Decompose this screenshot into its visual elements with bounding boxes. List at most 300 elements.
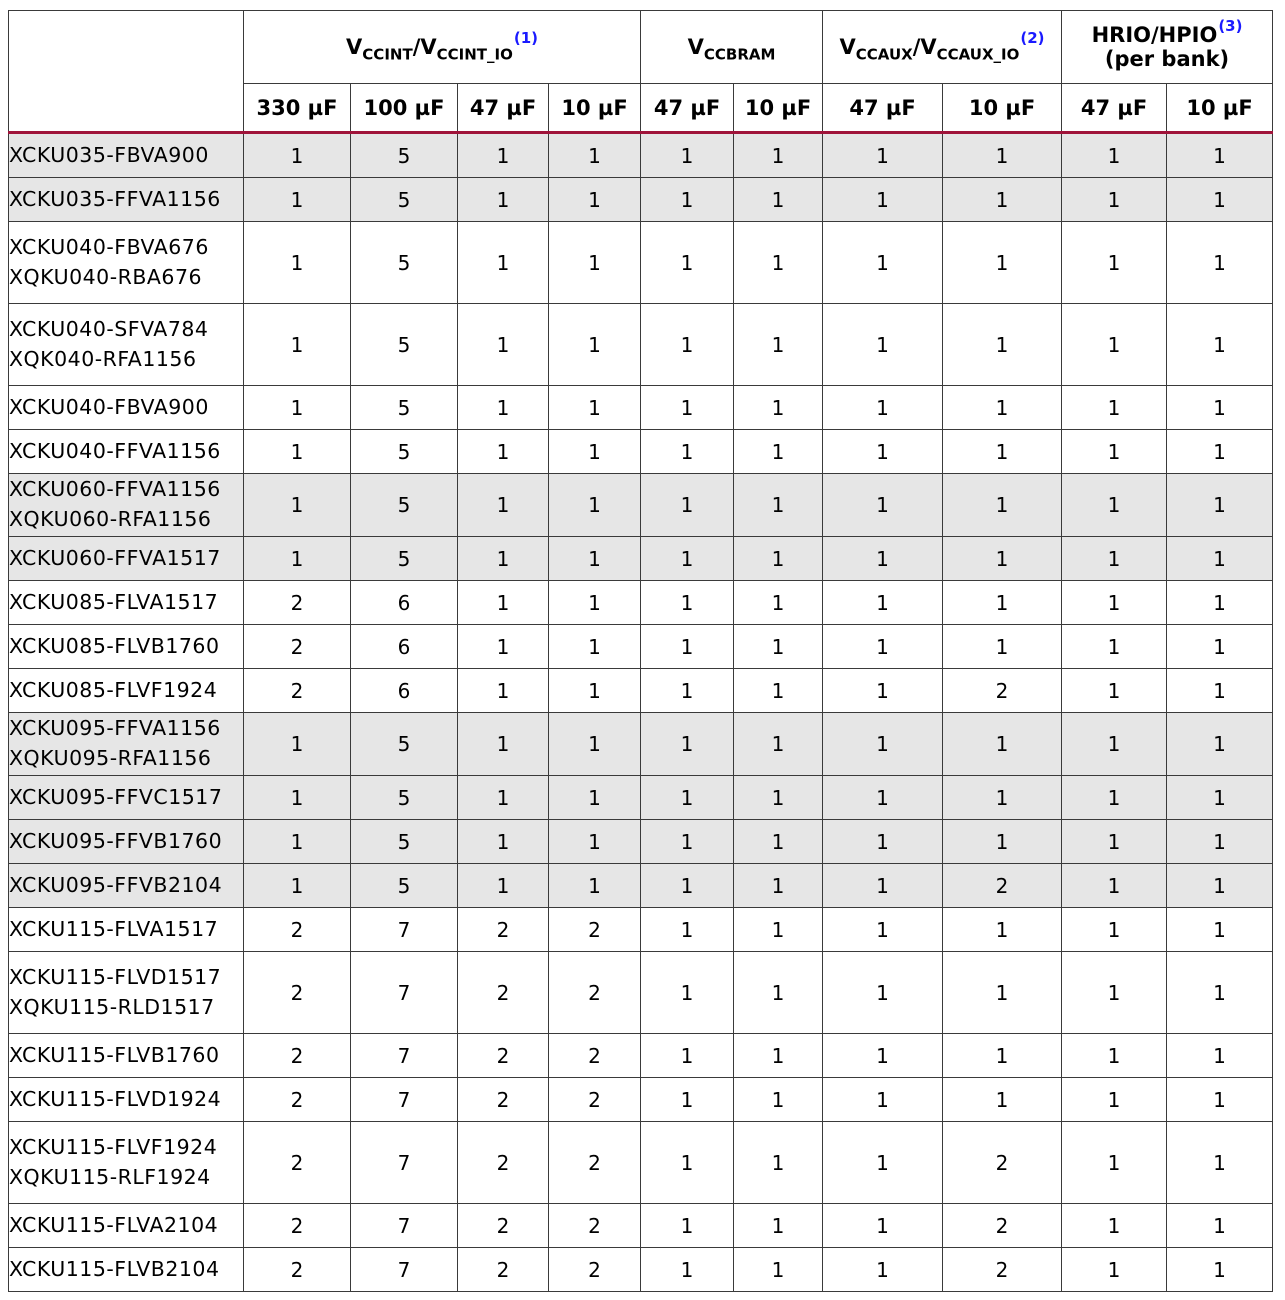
capacitor-count-cell: 2 [943, 1248, 1062, 1292]
capacitor-count-cell: 1 [1062, 304, 1167, 386]
capacitor-count-cell: 2 [549, 1122, 641, 1204]
subcol-header: 10 µF [549, 84, 641, 133]
device-name: XCKU060-FFVA1156 [9, 477, 221, 502]
device-name: XQKU115-RLD1517 [9, 994, 215, 1019]
capacitor-count-cell: 1 [1167, 952, 1273, 1034]
device-name: XCKU095-FFVB2104 [9, 872, 223, 897]
table-row [9, 133, 1273, 178]
capacitor-count-cell: 2 [244, 908, 351, 952]
device-cell [9, 952, 244, 1034]
table-row [9, 581, 1273, 625]
capacitor-count-cell: 1 [823, 908, 943, 952]
device-name: XCKU040-FBVA900 [9, 394, 209, 419]
capacitor-count-cell: 1 [1167, 1248, 1273, 1292]
footnote-ref-1[interactable]: (1) [513, 28, 538, 47]
capacitor-count-cell: 1 [641, 386, 734, 430]
capacitor-count-cell: 1 [943, 908, 1062, 952]
capacitor-count-cell: 1 [244, 304, 351, 386]
device-name: XCKU115-FLVA2104 [9, 1212, 219, 1237]
device-cell [9, 669, 244, 713]
footnote-ref-2[interactable]: (2) [1020, 28, 1045, 47]
capacitor-count-cell: 1 [943, 304, 1062, 386]
capacitor-count-cell: 1 [734, 1122, 823, 1204]
capacitor-count-cell: 2 [549, 1248, 641, 1292]
capacitor-count-cell: 2 [943, 864, 1062, 908]
capacitor-count-cell: 1 [1167, 713, 1273, 776]
capacitor-count-cell: 1 [244, 474, 351, 537]
capacitor-count-cell: 2 [549, 1078, 641, 1122]
capacitor-count-cell: 1 [458, 304, 549, 386]
capacitor-count-cell: 5 [351, 776, 458, 820]
capacitor-count-cell: 1 [1062, 908, 1167, 952]
capacitor-count-cell: 5 [351, 386, 458, 430]
capacitor-count-cell: 1 [734, 581, 823, 625]
table-row [9, 178, 1273, 222]
capacitor-count-cell: 1 [641, 864, 734, 908]
capacitor-count-cell: 1 [1167, 1078, 1273, 1122]
device-name: XCKU115-FLVF1924 [9, 1134, 218, 1159]
table-row [9, 1122, 1273, 1204]
capacitor-count-cell: 1 [943, 386, 1062, 430]
table-row [9, 430, 1273, 474]
capacitor-count-cell: 1 [244, 386, 351, 430]
capacitor-count-cell: 1 [1167, 178, 1273, 222]
capacitor-count-cell: 1 [823, 537, 943, 581]
capacitor-count-cell: 1 [1062, 1078, 1167, 1122]
capacitor-count-cell: 1 [734, 908, 823, 952]
capacitor-count-cell: 1 [943, 537, 1062, 581]
capacitor-count-cell: 1 [641, 1078, 734, 1122]
capacitor-count-cell: 1 [823, 864, 943, 908]
capacitor-count-cell: 6 [351, 625, 458, 669]
device-cell [9, 908, 244, 952]
table-row [9, 304, 1273, 386]
device-name: XCKU040-SFVA784 [9, 316, 209, 341]
device-cell [9, 304, 244, 386]
device-cell [9, 1034, 244, 1078]
subcol-header: 47 µF [823, 84, 943, 133]
capacitor-count-cell: 2 [244, 1034, 351, 1078]
capacitor-count-cell: 5 [351, 133, 458, 178]
capacitor-count-cell: 1 [458, 820, 549, 864]
device-cell [9, 864, 244, 908]
subcol-header: 10 µF [734, 84, 823, 133]
capacitor-count-cell: 1 [734, 1248, 823, 1292]
capacitor-count-cell: 1 [641, 474, 734, 537]
capacitor-count-cell: 2 [244, 1122, 351, 1204]
capacitor-count-cell: 1 [549, 669, 641, 713]
table-row [9, 1204, 1273, 1248]
capacitor-count-cell: 1 [1062, 1122, 1167, 1204]
capacitor-count-cell: 1 [734, 776, 823, 820]
capacitor-count-cell: 1 [549, 386, 641, 430]
capacitor-count-cell: 1 [244, 430, 351, 474]
device-name: XQKU095-RFA1156 [9, 746, 212, 770]
capacitor-count-cell: 1 [641, 908, 734, 952]
table-row [9, 474, 1273, 537]
capacitor-count-cell: 1 [943, 222, 1062, 304]
capacitor-count-cell: 1 [244, 537, 351, 581]
device-cell [9, 178, 244, 222]
device-cell [9, 713, 244, 776]
capacitor-count-cell: 1 [1062, 537, 1167, 581]
capacitor-count-cell: 1 [1167, 820, 1273, 864]
capacitor-count-cell: 1 [943, 474, 1062, 537]
capacitor-count-cell: 2 [549, 908, 641, 952]
device-cell [9, 1122, 244, 1204]
capacitor-count-cell: 2 [244, 1078, 351, 1122]
subcol-header: 47 µF [641, 84, 734, 133]
capacitor-count-cell: 1 [244, 133, 351, 178]
capacitor-count-cell: 1 [549, 537, 641, 581]
device-name: XCKU095-FFVB1760 [9, 828, 223, 853]
capacitor-count-cell: 2 [458, 1078, 549, 1122]
capacitor-count-cell: 1 [1167, 537, 1273, 581]
capacitor-count-cell: 1 [641, 952, 734, 1034]
table-row [9, 820, 1273, 864]
capacitor-count-cell: 1 [943, 178, 1062, 222]
table-row [9, 1078, 1273, 1122]
table-row [9, 625, 1273, 669]
table-row [9, 1034, 1273, 1078]
device-name: XCKU035-FFVA1156 [9, 186, 221, 211]
group-header-vccbram: $V_{CCBRAM}$ [641, 11, 823, 84]
capacitor-count-cell: 1 [1062, 1204, 1167, 1248]
device-name: XCKU095-FFVA1156 [9, 716, 221, 741]
capacitor-count-cell: 2 [244, 1248, 351, 1292]
device-header-cell [9, 11, 244, 133]
capacitor-count-cell: 2 [549, 1034, 641, 1078]
capacitor-count-cell: 1 [244, 820, 351, 864]
capacitor-count-cell: 1 [1062, 713, 1167, 776]
device-cell [9, 1248, 244, 1292]
capacitor-count-cell: 2 [549, 952, 641, 1034]
capacitor-table [8, 10, 1273, 1292]
capacitor-count-cell: 7 [351, 1122, 458, 1204]
capacitor-count-cell: 1 [823, 1078, 943, 1122]
table-row [9, 908, 1273, 952]
capacitor-count-cell: 1 [1167, 625, 1273, 669]
capacitor-count-cell: 5 [351, 713, 458, 776]
capacitor-count-cell: 1 [734, 474, 823, 537]
capacitor-count-cell: 5 [351, 178, 458, 222]
capacitor-count-cell: 1 [458, 776, 549, 820]
device-name: XQK040-RFA1156 [9, 346, 197, 371]
capacitor-count-cell: 2 [943, 669, 1062, 713]
capacitor-count-cell: 1 [1062, 1034, 1167, 1078]
capacitor-count-cell: 1 [823, 820, 943, 864]
table-row [9, 386, 1273, 430]
capacitor-count-cell: 1 [1062, 820, 1167, 864]
capacitor-count-cell: 5 [351, 820, 458, 864]
device-name: XQKU115-RLF1924 [9, 1164, 211, 1189]
capacitor-count-cell: 1 [458, 713, 549, 776]
capacitor-count-cell: 1 [458, 386, 549, 430]
capacitor-count-cell: 1 [943, 713, 1062, 776]
capacitor-count-cell: 1 [549, 864, 641, 908]
capacitor-count-cell: 1 [458, 178, 549, 222]
capacitor-count-cell: 1 [734, 625, 823, 669]
capacitor-count-cell: 1 [943, 776, 1062, 820]
capacitor-count-cell: 1 [823, 1204, 943, 1248]
capacitor-count-cell: 2 [458, 1034, 549, 1078]
capacitor-count-cell: 1 [458, 669, 549, 713]
table-row [9, 222, 1273, 304]
capacitor-count-cell: 6 [351, 669, 458, 713]
capacitor-count-cell: 6 [351, 581, 458, 625]
device-cell [9, 474, 244, 537]
capacitor-count-cell: 1 [244, 222, 351, 304]
capacitor-count-cell: 2 [549, 1204, 641, 1248]
device-cell [9, 1078, 244, 1122]
table-row [9, 713, 1273, 776]
capacitor-count-cell: 1 [641, 133, 734, 178]
capacitor-count-cell: 7 [351, 1204, 458, 1248]
device-name: XCKU060-FFVA1517 [9, 545, 221, 570]
capacitor-count-cell: 1 [549, 820, 641, 864]
capacitor-count-cell: 1 [244, 776, 351, 820]
capacitor-count-cell: 1 [549, 430, 641, 474]
device-cell [9, 820, 244, 864]
capacitor-count-cell: 2 [458, 1122, 549, 1204]
capacitor-count-cell: 1 [943, 625, 1062, 669]
capacitor-count-cell: 1 [641, 1248, 734, 1292]
device-cell [9, 776, 244, 820]
capacitor-count-cell: 1 [823, 222, 943, 304]
device-name: XCKU085-FLVB1760 [9, 633, 220, 658]
capacitor-count-cell: 1 [823, 625, 943, 669]
capacitor-count-cell: 2 [244, 581, 351, 625]
capacitor-count-cell: 1 [641, 178, 734, 222]
capacitor-count-cell: 2 [458, 1248, 549, 1292]
capacitor-count-cell: 1 [823, 952, 943, 1034]
capacitor-count-cell: 1 [1167, 669, 1273, 713]
device-cell [9, 581, 244, 625]
capacitor-count-cell: 1 [734, 1078, 823, 1122]
capacitor-count-cell: 1 [458, 537, 549, 581]
device-name: XCKU115-FLVD1924 [9, 1086, 222, 1111]
capacitor-count-cell: 1 [549, 222, 641, 304]
capacitor-count-cell: 1 [641, 713, 734, 776]
capacitor-count-cell: 1 [244, 713, 351, 776]
capacitor-count-cell: 1 [641, 537, 734, 581]
capacitor-count-cell: 1 [244, 864, 351, 908]
group-header-vccint: $V_{CCINT}/V_{CCINT\_IO}^{(1)}$ [244, 11, 641, 84]
capacitor-count-cell: 1 [734, 713, 823, 776]
capacitor-count-cell: 1 [823, 1122, 943, 1204]
capacitor-count-cell: 1 [823, 304, 943, 386]
device-name: XCKU115-FLVB1760 [9, 1042, 220, 1067]
device-name: XCKU085-FLVA1517 [9, 589, 219, 614]
capacitor-count-cell: 1 [641, 430, 734, 474]
table-row [9, 1248, 1273, 1292]
capacitor-count-cell: 1 [1062, 776, 1167, 820]
capacitor-count-cell: 2 [943, 1204, 1062, 1248]
capacitor-count-cell: 1 [458, 474, 549, 537]
capacitor-count-cell: 1 [1062, 581, 1167, 625]
capacitor-count-cell: 1 [1167, 1204, 1273, 1248]
capacitor-count-cell: 1 [1062, 430, 1167, 474]
capacitor-count-cell: 1 [1167, 908, 1273, 952]
capacitor-count-cell: 1 [734, 178, 823, 222]
capacitor-count-cell: 1 [1062, 178, 1167, 222]
capacitor-count-cell: 1 [734, 537, 823, 581]
capacitor-count-cell: 1 [458, 222, 549, 304]
device-name: XCKU115-FLVD1517 [9, 964, 222, 989]
capacitor-count-cell: 1 [641, 776, 734, 820]
capacitor-count-cell: 5 [351, 864, 458, 908]
device-name: XCKU115-FLVB2104 [9, 1256, 220, 1281]
capacitor-count-cell: 1 [943, 581, 1062, 625]
table-row [9, 669, 1273, 713]
capacitor-count-cell: 2 [458, 952, 549, 1034]
capacitor-count-cell: 1 [943, 1078, 1062, 1122]
capacitor-count-cell: 1 [734, 1034, 823, 1078]
capacitor-count-cell: 1 [943, 952, 1062, 1034]
capacitor-count-cell: 1 [1167, 133, 1273, 178]
capacitor-count-cell: 1 [549, 133, 641, 178]
capacitor-count-cell: 1 [734, 222, 823, 304]
capacitor-count-cell: 1 [734, 430, 823, 474]
capacitor-count-cell: 1 [734, 669, 823, 713]
capacitor-count-cell: 1 [1167, 776, 1273, 820]
device-name: XCKU035-FBVA900 [9, 142, 209, 167]
table-row [9, 864, 1273, 908]
capacitor-count-cell: 1 [1167, 304, 1273, 386]
capacitor-count-cell: 1 [1062, 386, 1167, 430]
capacitor-count-cell: 1 [458, 625, 549, 669]
capacitor-count-cell: 1 [641, 222, 734, 304]
capacitor-count-cell: 1 [734, 820, 823, 864]
capacitor-count-cell: 2 [244, 669, 351, 713]
table-body [9, 133, 1273, 1292]
capacitor-count-cell: 1 [734, 386, 823, 430]
device-name: XQKU060-RFA1156 [9, 507, 212, 531]
capacitor-count-cell: 1 [734, 1204, 823, 1248]
capacitor-count-cell: 1 [943, 1034, 1062, 1078]
subcol-header: 10 µF [943, 84, 1062, 133]
capacitor-count-cell: 5 [351, 537, 458, 581]
capacitor-count-cell: 1 [458, 581, 549, 625]
capacitor-count-cell: 2 [943, 1122, 1062, 1204]
capacitor-count-cell: 1 [823, 713, 943, 776]
capacitor-count-cell: 1 [244, 178, 351, 222]
capacitor-count-cell: 1 [734, 133, 823, 178]
capacitor-count-cell: 1 [823, 1248, 943, 1292]
capacitor-count-cell: 5 [351, 304, 458, 386]
capacitor-count-cell: 1 [823, 133, 943, 178]
subcol-header: 100 µF [351, 84, 458, 133]
capacitor-count-cell: 1 [823, 1034, 943, 1078]
capacitor-count-cell: 1 [734, 952, 823, 1034]
capacitor-count-cell: 7 [351, 952, 458, 1034]
capacitor-count-cell: 2 [458, 1204, 549, 1248]
capacitor-count-cell: 2 [244, 1204, 351, 1248]
subcol-header: 47 µF [458, 84, 549, 133]
group-header-vccaux: $V_{CCAUX}/V_{CCAUX\_IO}^{(2)}$ [823, 11, 1062, 84]
device-cell [9, 537, 244, 581]
capacitor-count-cell: 1 [641, 1122, 734, 1204]
capacitor-count-cell: 1 [943, 820, 1062, 864]
capacitor-count-cell: 1 [549, 713, 641, 776]
capacitor-count-cell: 1 [641, 581, 734, 625]
capacitor-count-cell: 1 [641, 304, 734, 386]
capacitor-count-cell: 1 [1062, 474, 1167, 537]
capacitor-count-cell: 1 [549, 581, 641, 625]
capacitor-count-cell: 1 [734, 864, 823, 908]
capacitor-count-cell: 1 [549, 625, 641, 669]
capacitor-count-cell: 1 [1167, 222, 1273, 304]
device-cell [9, 386, 244, 430]
capacitor-count-cell: 1 [641, 669, 734, 713]
capacitor-count-cell: 1 [1167, 430, 1273, 474]
subcol-header: 10 µF [1167, 84, 1273, 133]
capacitor-count-cell: 1 [1062, 952, 1167, 1034]
capacitor-count-cell: 1 [943, 430, 1062, 474]
capacitor-count-cell: 1 [823, 430, 943, 474]
group-header-hrio-hpio: HRIO/HPIO$^{(3)}$ (per bank) [1062, 11, 1273, 84]
capacitor-count-cell: 1 [1167, 386, 1273, 430]
capacitor-count-cell: 1 [1167, 1034, 1273, 1078]
device-name: XCKU040-FFVA1156 [9, 438, 221, 463]
capacitor-count-cell: 7 [351, 1034, 458, 1078]
capacitor-count-cell: 1 [641, 820, 734, 864]
device-cell [9, 430, 244, 474]
capacitor-count-cell: 2 [458, 908, 549, 952]
subcol-header: 330 µF [244, 84, 351, 133]
capacitor-count-cell: 1 [1167, 581, 1273, 625]
capacitor-count-cell: 1 [1062, 222, 1167, 304]
capacitor-count-cell: 1 [549, 474, 641, 537]
capacitor-count-cell: 1 [1062, 864, 1167, 908]
capacitor-count-cell: 1 [1167, 474, 1273, 537]
device-cell [9, 133, 244, 178]
device-name: XQKU040-RBA676 [9, 264, 203, 289]
capacitor-count-cell: 2 [244, 952, 351, 1034]
capacitor-count-cell: 7 [351, 908, 458, 952]
capacitor-count-cell: 1 [1062, 625, 1167, 669]
capacitor-count-cell: 1 [823, 178, 943, 222]
capacitor-count-cell: 1 [823, 386, 943, 430]
capacitor-count-cell: 1 [823, 581, 943, 625]
capacitor-count-cell: 1 [1167, 864, 1273, 908]
device-name: XCKU115-FLVA1517 [9, 916, 219, 941]
capacitor-count-cell: 1 [641, 1034, 734, 1078]
capacitor-count-cell: 1 [458, 133, 549, 178]
capacitor-count-cell: 1 [549, 178, 641, 222]
capacitor-count-cell: 1 [943, 133, 1062, 178]
table-row [9, 776, 1273, 820]
capacitor-count-cell: 1 [1062, 669, 1167, 713]
capacitor-count-cell: 1 [1167, 1122, 1273, 1204]
capacitor-count-cell: 5 [351, 430, 458, 474]
capacitor-count-cell: 1 [641, 1204, 734, 1248]
table-row [9, 952, 1273, 1034]
capacitor-count-cell: 1 [823, 669, 943, 713]
capacitor-count-cell: 1 [549, 304, 641, 386]
device-name: XCKU085-FLVF1924 [9, 677, 218, 702]
group-header-row [9, 11, 1273, 84]
capacitor-count-cell: 1 [641, 625, 734, 669]
capacitor-count-cell: 1 [1062, 1248, 1167, 1292]
capacitor-count-cell: 7 [351, 1078, 458, 1122]
footnote-ref-3[interactable]: (3) [1218, 16, 1243, 35]
capacitor-count-cell: 1 [823, 776, 943, 820]
capacitor-count-cell: 1 [823, 474, 943, 537]
device-name: XCKU040-FBVA676 [9, 234, 209, 259]
device-cell [9, 1204, 244, 1248]
table-row [9, 537, 1273, 581]
